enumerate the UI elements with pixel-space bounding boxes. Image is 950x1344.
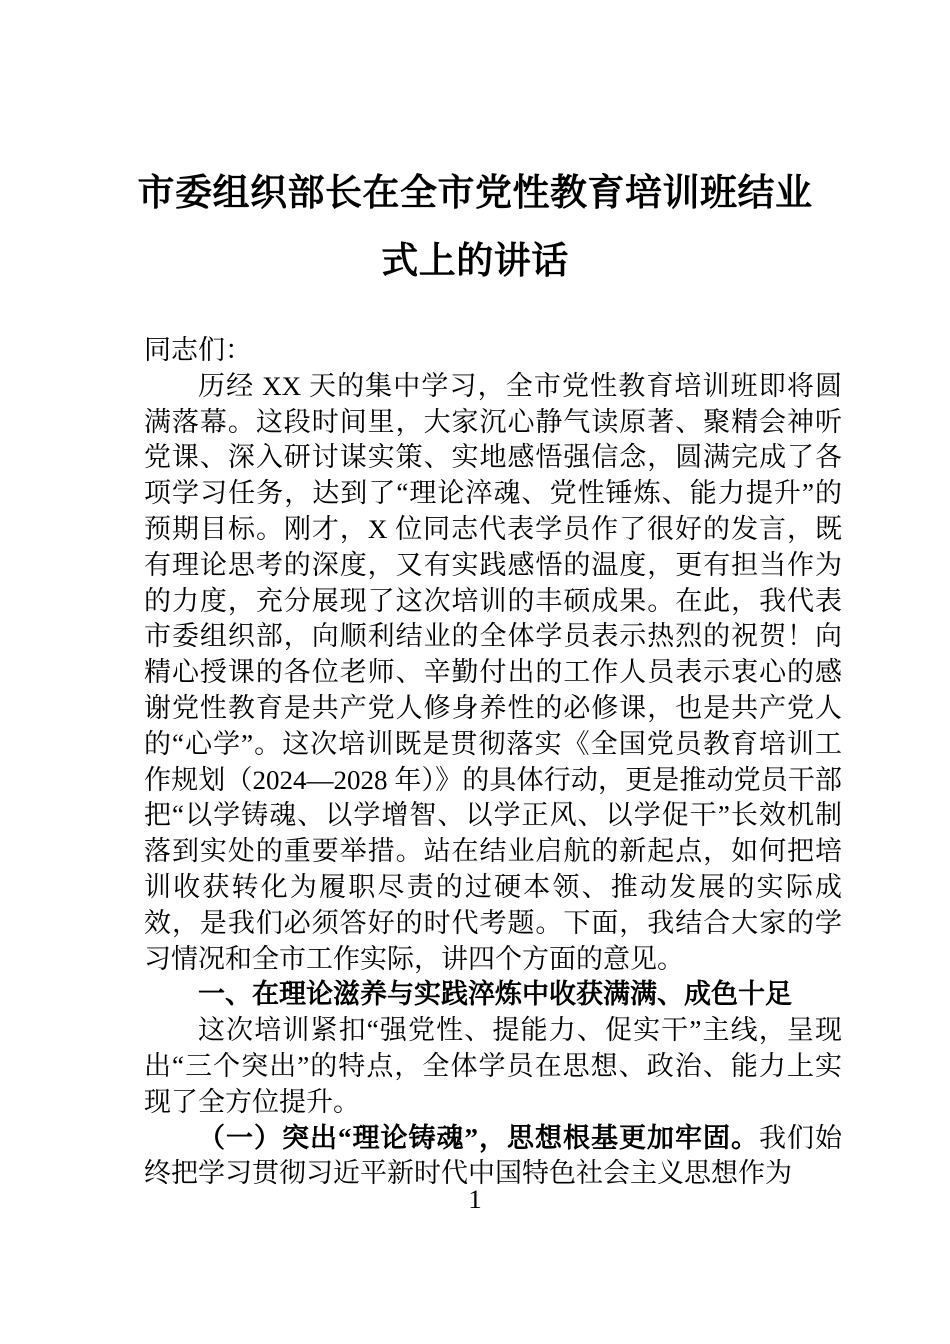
page-number: 1 <box>468 1184 482 1214</box>
heading-text: （一）突出“理论铸魂”，思想根基更加牢固。 <box>198 1122 759 1153</box>
paragraph-salutation <box>144 333 842 369</box>
body-text: 我们始终把学习贯彻习近平新时代中国特色社会主义思想作为 <box>144 1122 842 1189</box>
paragraph-subsection-1-1 <box>144 1121 842 1193</box>
heading-text: 一、在理论滋养与实践淬炼中收获满满、成色十足 <box>198 979 792 1010</box>
body-text: 这次培训紧扣“强党性、提能力、促实干”主线，呈现出“三个突出”的特点，全体学员在思想、政治、能力上实现了全方位提升。 <box>144 1015 842 1117</box>
paragraph-opening-paragraph <box>144 369 842 978</box>
document-title: 市委组织部长在全市党性教育培训班结业式上的讲话 <box>137 173 813 282</box>
body-text: 同志们： <box>144 335 252 365</box>
paragraph-section-heading-1 <box>144 977 842 1013</box>
body-text: 历经 XX 天的集中学习，全市党性教育培训班即将圆满落幕。这段时间里，大家沉心静气读原著、聚精会神听党课、深入研讨谋实策、实地感悟强信念，圆满完成了各项学习任务，达到了“理论淬魂、党性锤炼、能力提升”的预期目标。刚才，X 位同志代表学员作了很好的发言，既有理论思考的深度，又有实践感悟的温度，更有担当作为的力度，充分展现了这次培训的丰硕成果。在此，我代表市委组织部，向顺利结业的全体学员表示热烈的祝贺！向精心授课的各位老师、辛勤付出的工作人员表示衷心的感谢党性教育是共产党人修身养性的必修课，也是共产党人的“心学”。这次培训既是贯彻落实《全国党员教育培训工作规划（2024—2028 年）》的具体行动，更是推动党员干部把“以学铸魂、以学增智、以学正风、以学促干”长效机制落到实处的重要举措。站在结业启航的新起点，如何把培训收获转化为履职尽责的过硬本领、推动发展的实际成效，是我们必须答好的时代考题。下面，我结合大家的学习情况和全市工作实际，讲四个方面的意见。 <box>144 370 842 974</box>
document-body <box>144 333 842 1192</box>
paragraph-section-1-intro <box>144 1013 842 1120</box>
